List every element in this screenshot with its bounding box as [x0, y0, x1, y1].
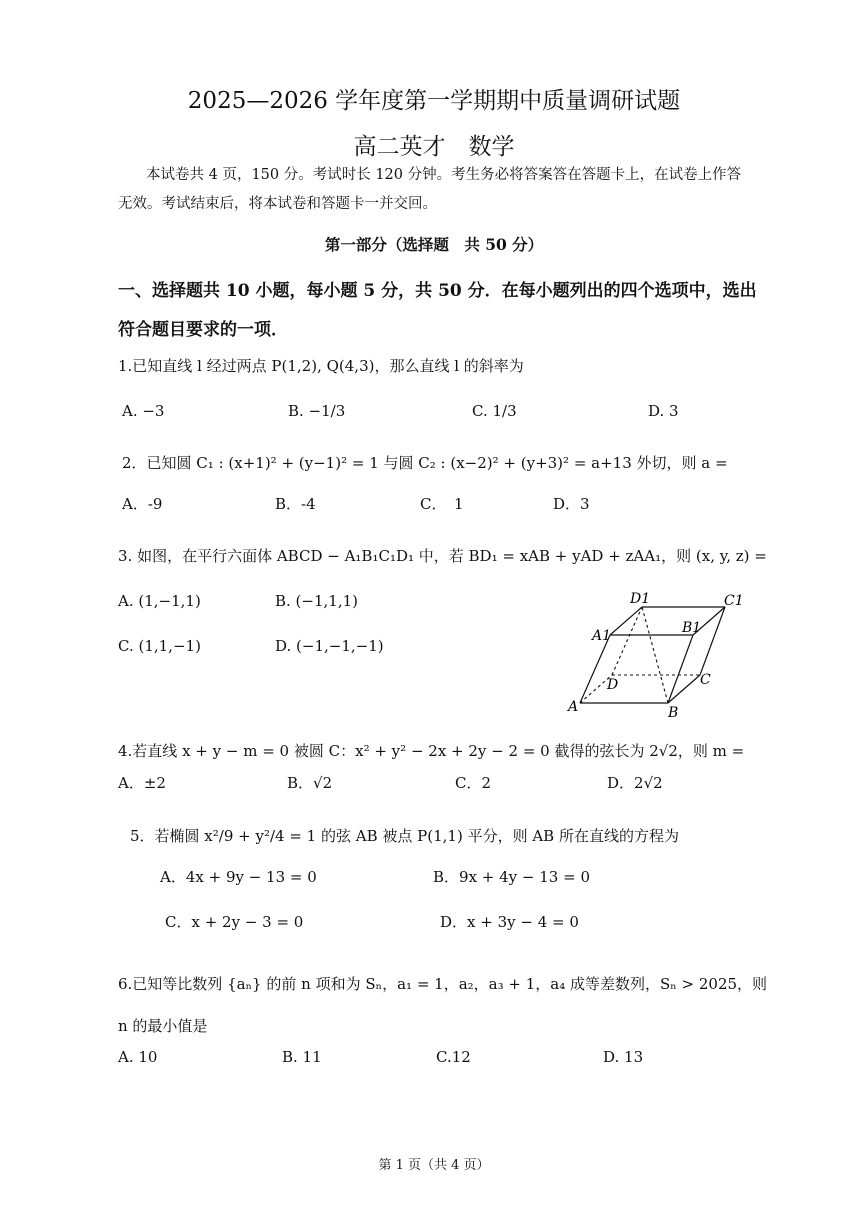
question-1-option-b: B. −1/3 — [288, 402, 346, 420]
figure-label-a: A — [568, 699, 579, 715]
figure-label-d1: D1 — [630, 591, 651, 607]
question-5-option-a: A．4x + 9y − 13 = 0 — [160, 868, 317, 886]
exam-intro: 本试卷共 4 页，150 分。考试时长 120 分钟。考生务必将答案答在答题卡上，在试卷上作答无效。考试结束后，将本试卷和答题卡一并交回。 — [118, 167, 742, 212]
question-2-option-c: C． 1 — [420, 495, 464, 513]
question-6-option-d: D. 13 — [603, 1048, 644, 1066]
question-3-option-b: B. (−1,1,1) — [275, 592, 358, 610]
section-instructions: 一、选择题共 10 小题，每小题 5 分，共 50 分．在每小题列出的四个选项中，选出符合题目要求的一项． — [118, 281, 757, 340]
question-1-option-a: A. −3 — [122, 402, 165, 420]
question-1-option-d: D. 3 — [648, 402, 679, 420]
question-1-stem: 1.已知直线 l 经过两点 P(1,2), Q(4,3)，那么直线 l 的斜率为 — [118, 357, 524, 375]
question-6-option-b: B. 11 — [282, 1048, 322, 1066]
question-4-option-b: B．√2 — [287, 774, 333, 792]
exam-subtitle: 高二英才 数学 — [353, 134, 515, 160]
question-3-stem: 3. 如图，在平行六面体 ABCD − A₁B₁C₁D₁ 中，若 BD₁ = xAB + yAD + zAA₁，则 (x, y, z) = — [118, 547, 767, 565]
figure-label-a1: A1 — [592, 628, 612, 644]
question-3-option-a: A. (1,−1,1) — [118, 592, 201, 610]
question-4-stem: 4.若直线 x + y − m = 0 被圆 C：x² + y² − 2x + 2y − 2 = 0 截得的弦长为 2√2，则 m = — [118, 742, 745, 760]
question-2-option-d: D．3 — [553, 495, 590, 513]
parallelepiped-figure — [560, 585, 760, 720]
question-3-option-d: D. (−1,−1,−1) — [275, 637, 384, 655]
page-number: 第 1 页（共 4 页） — [378, 1158, 490, 1173]
question-2-stem: 2．已知圆 C₁ : (x+1)² + (y−1)² = 1 与圆 C₂ : (x−2)² + (y+3)² = a+13 外切，则 a = — [122, 454, 728, 472]
figure-label-c: C — [700, 672, 711, 688]
question-6-option-a: A. 10 — [118, 1048, 158, 1066]
question-4-option-d: D．2√2 — [607, 774, 663, 792]
figure-label-b: B — [668, 705, 679, 720]
question-5-option-d: D．x + 3y − 4 = 0 — [440, 913, 579, 931]
question-2-option-b: B．-4 — [275, 495, 316, 513]
question-5-stem: 5．若椭圆 x²/9 + y²/4 = 1 的弦 AB 被点 P(1,1) 平分，则 AB 所在直线的方程为 — [130, 827, 679, 845]
question-2-option-a: A．-9 — [122, 495, 163, 513]
question-5-option-b: B．9x + 4y − 13 = 0 — [433, 868, 590, 886]
figure-label-b1: B1 — [682, 620, 702, 636]
figure-label-d: D — [607, 677, 619, 693]
question-3-option-c: C. (1,1,−1) — [118, 637, 201, 655]
question-4-option-c: C．2 — [455, 774, 492, 792]
question-5-option-c: C．x + 2y − 3 = 0 — [165, 913, 304, 931]
exam-title: 2025—2026 学年度第一学期期中质量调研试题 — [187, 88, 681, 114]
question-1-option-c: C. 1/3 — [472, 402, 517, 420]
question-4-option-a: A．±2 — [118, 774, 166, 792]
question-6-stem-cont: n 的最小值是 — [118, 1017, 208, 1035]
question-6-stem: 6.已知等比数列 {aₙ} 的前 n 项和为 Sₙ，a₁ = 1，a₂，a₃ + 1，a₄ 成等差数列，Sₙ > 2025，则 — [118, 975, 768, 993]
section-heading: 第一部分（选择题 共 50 分） — [324, 235, 544, 254]
figure-label-c1: C1 — [724, 593, 744, 609]
question-6-option-c: C.12 — [436, 1048, 471, 1066]
